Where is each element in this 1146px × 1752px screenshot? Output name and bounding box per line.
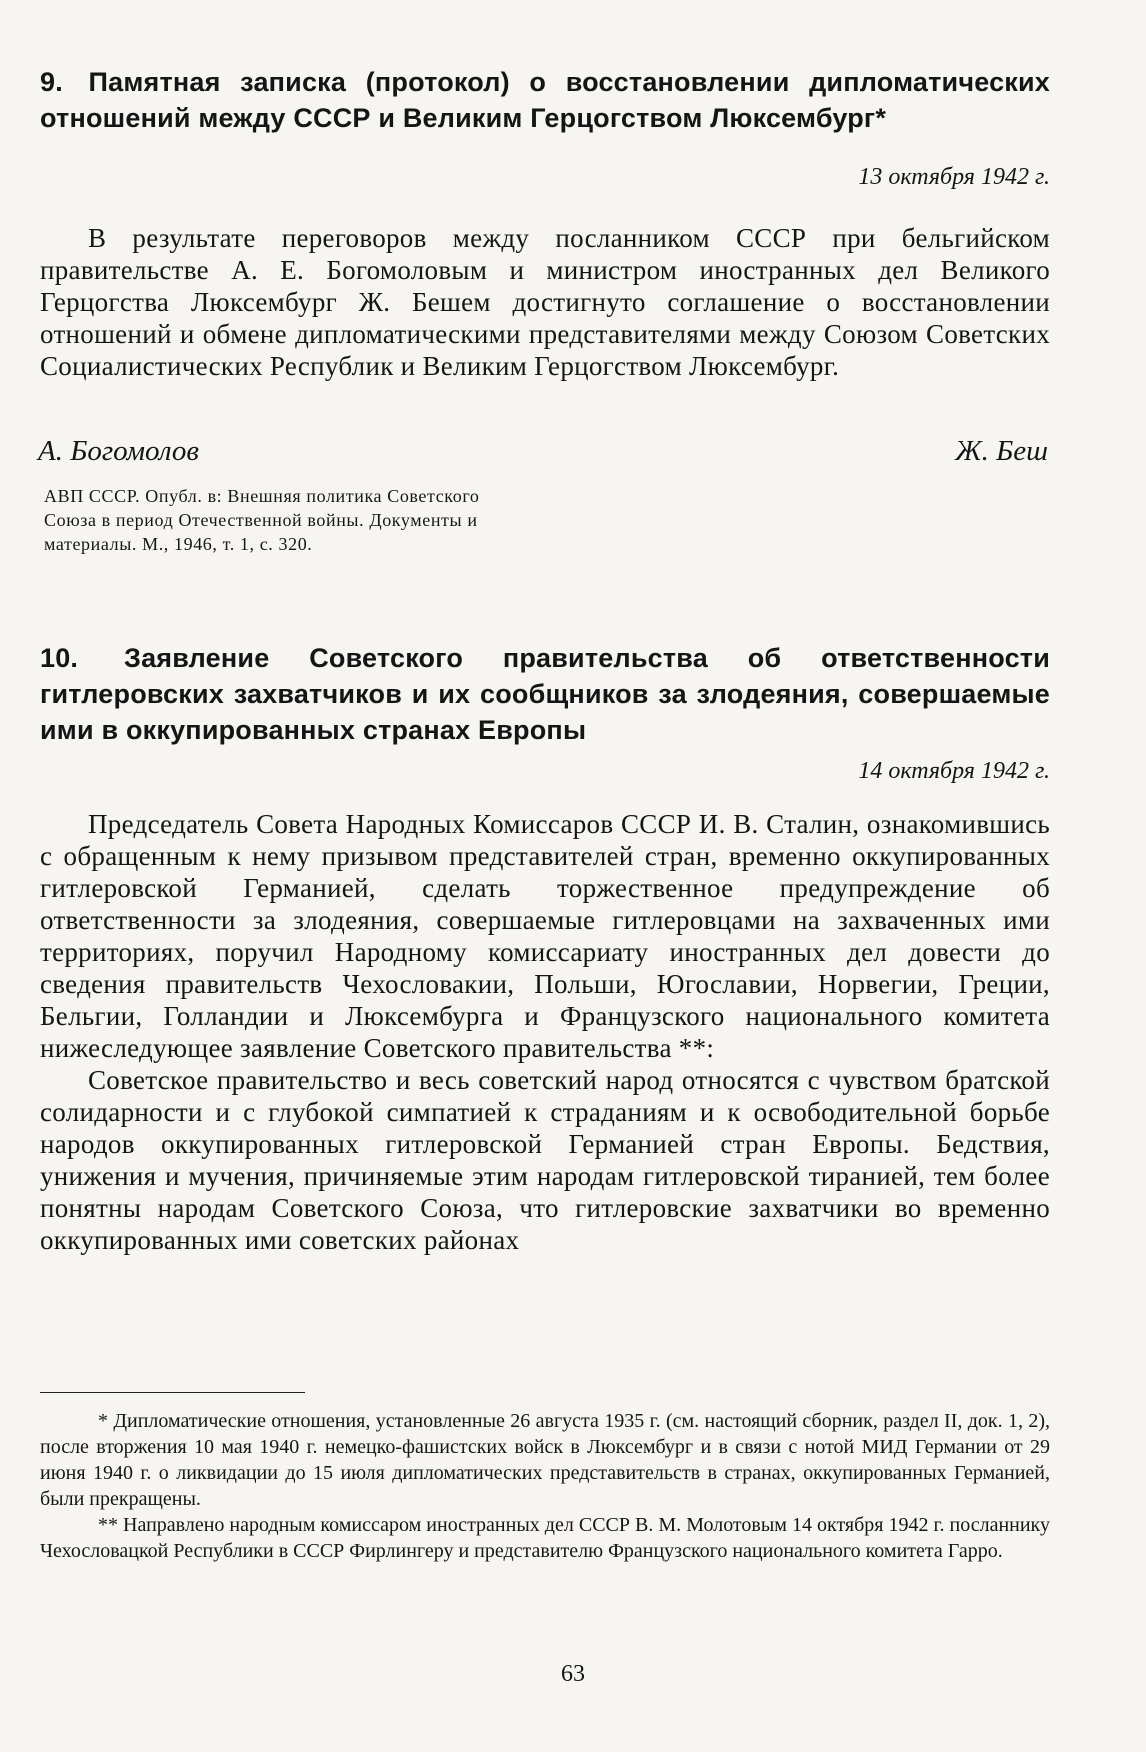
doc-10-heading bbox=[40, 640, 1050, 748]
page-number: 63 bbox=[561, 1661, 585, 1687]
footnote-divider bbox=[40, 1392, 305, 1393]
footnote-2: ** Направлено народным комиссаром иностранных дел СССР В. М. Молотовым 14 октября 1942 г. посланнику Чехословацкой Республики в СССР Фирлингеру и представителю Французского национального комитета Гарро. bbox=[40, 1514, 1050, 1562]
doc-10-number: 10. bbox=[40, 643, 79, 673]
doc-9-date: 13 октября 1942 г. bbox=[858, 164, 1050, 190]
doc-9-number: 9. bbox=[40, 67, 63, 97]
doc-9-source: АВП СССР. Опубл. в: Внешняя политика Советского Союза в период Отечественной войны. Документы и материалы. М., 1946, т. 1, с. 320. bbox=[44, 486, 480, 554]
doc-9-heading bbox=[40, 64, 1050, 136]
doc-9-body bbox=[40, 222, 1050, 382]
signature-bogomolov: А. Богомолов bbox=[38, 435, 199, 467]
doc-10-paragraph-1: Председатель Совета Народных Комиссаров СССР И. В. Сталин, ознакомившись с обращенным к нему призывом представителей стран, временно оккупированных гитлеровской Германией, сделать торжественное предупреждение об ответственности за злодеяния, совершаемые гитлеровцами на захваченных ими территориях, поручил Народному комиссариату иностранных дел довести до сведения правительств Чехословакии, Польши, Югославии, Норвегии, Греции, Бельгии, Голландии и Люксембурга и Французского национального комитета нижеследующее заявление Советского правительства **: bbox=[40, 809, 1050, 1063]
signature-besh: Ж. Беш bbox=[955, 435, 1048, 467]
footnotes bbox=[40, 1408, 1050, 1564]
doc-10-date: 14 октября 1942 г. bbox=[858, 758, 1050, 784]
doc-10-paragraph-2: Советское правительство и весь советский народ относятся с чувством братской солидарности и с глубокой симпатией к страданиям и к освободительной борьбе народов оккупированных гитлеровской Германией стран Европы. Бедствия, унижения и мучения, причиняемые этим народам гитлеровской тиранией, тем более понятны народам Советского Союза, что гитлеровские захватчики во временно оккупированных ими советских районах bbox=[40, 1065, 1050, 1255]
doc-9-paragraph: В результате переговоров между посланником СССР при бельгийском правительстве А. Е. Богомоловым и министром иностранных дел Великого Герцогства Люксембург Ж. Бешем достигнуто соглашение о восстановлении отношений и обмене дипломатическими представителями между Союзом Советских Социалистических Республик и Великим Герцогством Люксембург. bbox=[40, 223, 1050, 381]
doc-10-title: Заявление Советского правительства об ответственности гитлеровских захватчиков и их сообщников за злодеяния, совершаемые ими в оккупированных странах Европы bbox=[40, 643, 1051, 745]
doc-9-title: Памятная записка (протокол) о восстановлении дипломатических отношений между СССР и Великим Герцогством Люксембург* bbox=[40, 67, 1051, 133]
footnote-1: * Дипломатические отношения, установленные 26 августа 1935 г. (см. настоящий сборник, раздел II, док. 1, 2), после вторжения 10 мая 1940 г. немецко-фашистских войск в Люксембург и в связи с нотой МИД Германии от 29 июня 1940 г. о ликвидации до 15 июля дипломатических представительств в странах, оккупированных Германией, были прекращены. bbox=[40, 1410, 1050, 1510]
doc-10-body bbox=[40, 808, 1050, 1256]
